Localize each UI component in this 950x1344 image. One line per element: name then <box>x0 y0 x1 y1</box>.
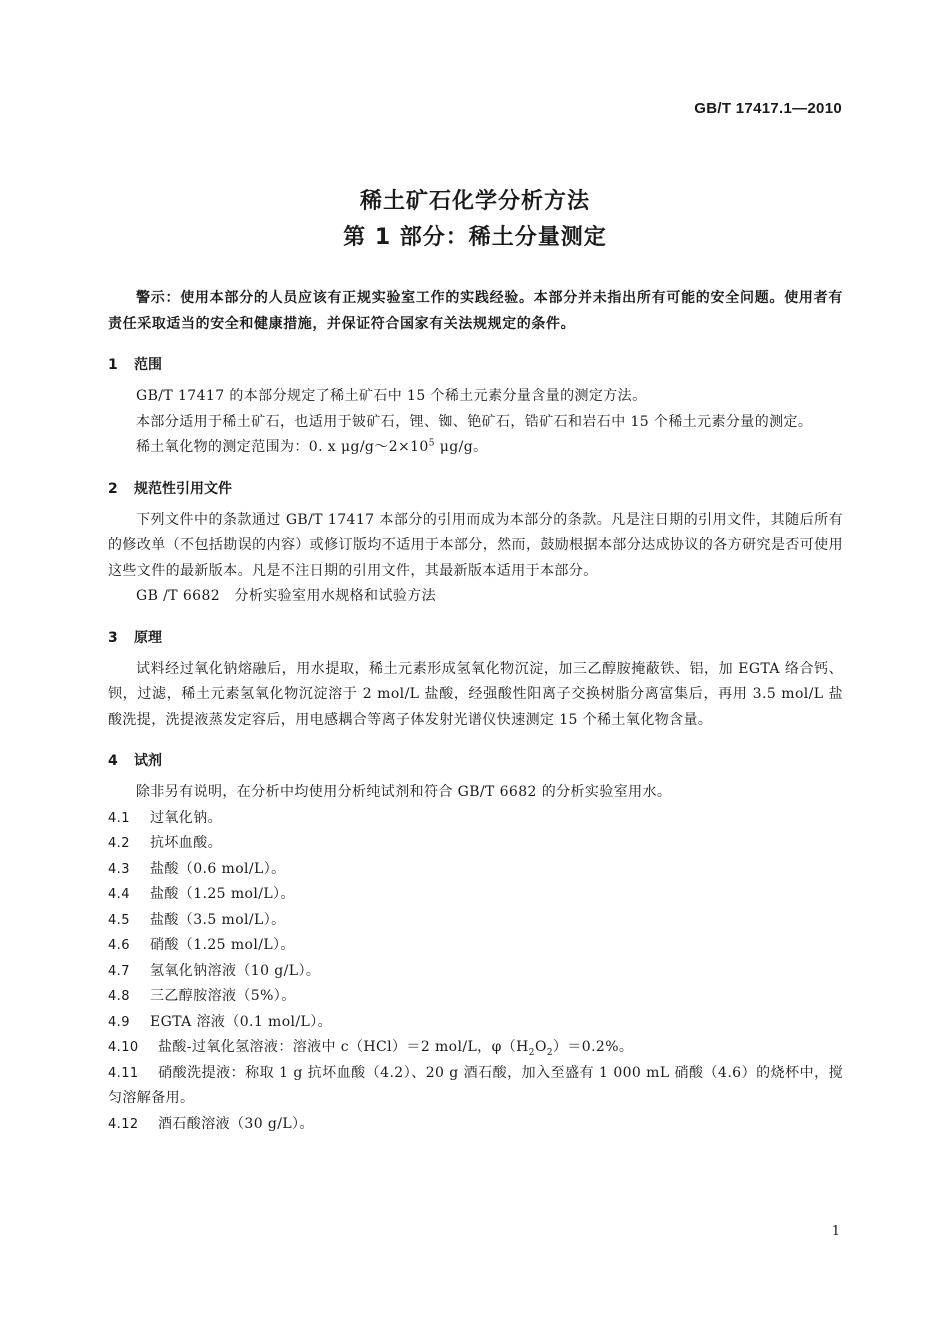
document-title <box>0 184 950 256</box>
section-number: 2 <box>108 480 118 497</box>
list-item: 4.2 抗坏血酸。 <box>108 835 222 851</box>
title-line-2: 第 1 部分：稀土分量测定 <box>343 225 607 250</box>
list-item: 4.1 过氧化钠。 <box>108 809 222 826</box>
section-1-heading <box>108 354 843 376</box>
section-title: 范围 <box>134 357 162 373</box>
reference-entry: GB /T 6682 分析实验室用水规格和试验方法 <box>136 588 437 604</box>
list-item: 4.10 盐酸-过氧化氢溶液：溶液中 c（HCl）＝2 mol/L，$\varphi(H_2O_2)=0.2\%$。 <box>108 1039 634 1058</box>
list-item: 4.11 硝酸洗提液：称取 1 g 抗坏血酸（4.2）、20 g 酒石酸，加入至盛有 1 000 mL 硝酸（4.6）的烧杯中，搅匀溶解备用。 <box>108 1064 843 1106</box>
section-number: 1 <box>108 357 118 373</box>
section-4-heading <box>108 750 843 772</box>
document-body <box>108 285 843 1137</box>
section-title: 原理 <box>134 629 162 646</box>
list-item: 4.5 盐酸（3.5 mol/L）。 <box>108 911 286 928</box>
paragraph: 试料经过氧化钠熔融后，用水提取，稀土元素形成氢氧化物沉淀，加三乙醇胺掩蔽铁、铝，加 EGTA 络合钙、钡，过滤，稀土元素氢氧化物沉淀溶于 2 mol/L 盐酸，经强酸性阳离子交换树脂分离富集后，再用 3.5 mol/L 盐酸洗提，洗提液蒸发定容后，用电感耦合等离子体发射光谱仪快速测定 15 个稀土氧化物含量。 <box>108 660 843 728</box>
paragraph: 下列文件中的条款通过 GB/T 17417 本部分的引用而成为本部分的条款。凡是注日期的引用文件，其随后所有的修改单（不包括勘误的内容）或修订版均不适用于本部分，然而，鼓励根据本部分达成协议的各方研究是否可使用这些文件的最新版本。凡是不注日期的引用文件，其最新版本适用于本部分。 <box>108 511 843 579</box>
list-item: 4.9 EGTA 溶液（0.1 mol/L）。 <box>108 1013 333 1030</box>
warning-notice: 警示：使用本部分的人员应该有正规实验室工作的实践经验。本部分并未指出所有可能的安全问题。使用者有责任采取适当的安全和健康措施，并保证符合国家有关法规规定的条件。 <box>108 290 843 332</box>
section-title: 试剂 <box>134 753 162 769</box>
page-number: 1 <box>831 1224 840 1239</box>
list-item: 4.12 酒石酸溶液（30 g/L）。 <box>108 1115 314 1132</box>
section-number: 3 <box>108 629 118 646</box>
list-item: 4.3 盐酸（0.6 mol/L）。 <box>108 860 286 877</box>
section-3-heading <box>108 627 843 649</box>
standard-code: GB/T 17417.1—2010 <box>694 100 842 117</box>
list-item: 4.6 硝酸（1.25 mol/L）。 <box>108 937 295 953</box>
measurement-range: 稀土氧化物的测定范围为：0. x $\mu g/g\sim 2\times 10^5$ μg/g。 <box>136 438 488 455</box>
list-item: 4.4 盐酸（1.25 mol/L）。 <box>108 886 295 902</box>
paragraph: GB/T 17417 的本部分规定了稀土矿石中 15 个稀土元素分量含量的测定方法。 <box>136 388 647 404</box>
section-number: 4 <box>108 753 118 769</box>
list-item: 4.8 三乙醇胺溶液（5%）。 <box>108 988 296 1004</box>
section-2-heading <box>108 478 843 500</box>
paragraph: 本部分适用于稀土矿石，也适用于铍矿石，锂、铷、铯矿石，锆矿石和岩石中 15 个稀土元素分量的测定。 <box>136 413 813 430</box>
paragraph: 除非另有说明，在分析中均使用分析纯试剂和符合 GB/T 6682 的分析实验室用水。 <box>136 784 672 800</box>
exponent: 5 <box>428 438 435 449</box>
title-line-1: 稀土矿石化学分析方法 <box>359 189 590 214</box>
list-item: 4.7 氢氧化钠溶液（10 g/L）。 <box>108 962 321 979</box>
section-title: 规范性引用文件 <box>134 480 232 497</box>
